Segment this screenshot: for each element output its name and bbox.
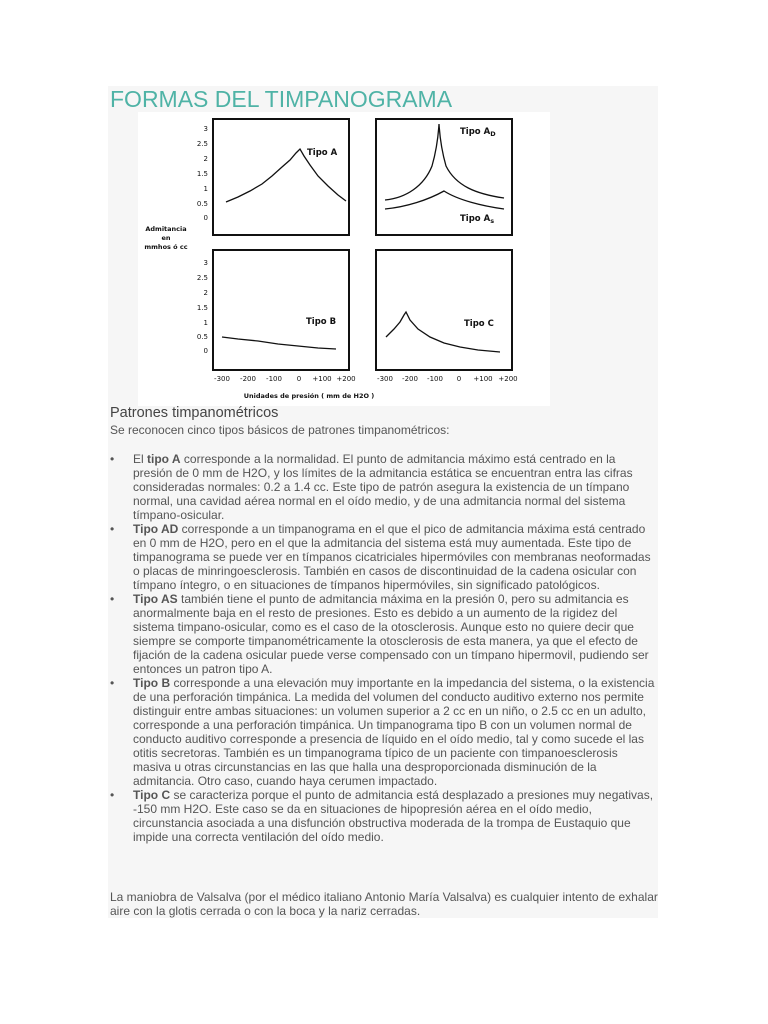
panel-label-c: Tipo C xyxy=(464,319,494,329)
list-item-tipo-b xyxy=(110,676,658,788)
tympanogram-figure-svg xyxy=(138,112,550,406)
y-axis-label-line: mmhos ó cc xyxy=(144,243,188,251)
y-tick-top: 0.5 xyxy=(196,200,208,208)
panel-label-ad xyxy=(460,127,496,138)
item-pre: El xyxy=(133,452,148,466)
y-tick-top: 2 xyxy=(203,155,208,163)
panel-label-ad-sub: D xyxy=(490,130,496,138)
page-title: FORMAS DEL TIMPANOGRAMA xyxy=(110,86,453,112)
section-title: Patrones timpanométricos xyxy=(110,405,279,421)
panel-c-frame xyxy=(376,250,512,370)
item-text: también tiene el punto de admitancia máxima en la presión 0, pero su admitancia es anormalmente baja en el resto de presiones. Esto es debido a un aumento de la rigidez del sistema timpano-osicular, como es el caso de la otosclerosis. Aunque esto no quiere decir que siempre se comporte timpanométricamente la otosclerosis de esta manera, ya que el efecto de fijación de la cadena osicular puede verse compensado con un tímpano hipermovil, pudiendo ser entonces un patron tipo A. xyxy=(133,592,649,676)
y-tick-top: 2.5 xyxy=(196,140,208,148)
x-ticks-left xyxy=(214,375,356,383)
x-tick-left: +100 xyxy=(312,375,332,383)
y-tick-bottom: 0 xyxy=(203,347,208,355)
y-tick-top: 3 xyxy=(203,125,208,133)
item-term: Tipo B xyxy=(133,676,171,690)
tympanogram-types-list xyxy=(110,452,658,844)
y-tick-bottom: 1 xyxy=(203,319,208,327)
y-tick-bottom: 3 xyxy=(203,259,208,267)
x-tick-right: 0 xyxy=(456,375,462,383)
item-term: Tipo AS xyxy=(133,592,178,606)
x-tick-left: 0 xyxy=(296,375,302,383)
x-tick-left: -200 xyxy=(240,375,256,383)
panel-label-as-sub: s xyxy=(490,217,495,225)
item-text: corresponde a un timpanograma en el que el pico de admitancia máxima está centrado en 0 mm de H2O, pero en el que la admitancia del sistema está muy aumentada. Este tipo de timpanograma se puede ver en tímpanos cicatriciales hipermóviles con membranas neoformadas o placas de minringoesclerosis. También en casos de discontinuidad de la cadena osicular con tímpano íntegro, o en situaciones de tímpanos hipermóviles, sin significado patológicos. xyxy=(133,522,651,592)
item-text: corresponde a la normalidad. El punto de admitancia máximo está centrado en la presión de 0 mm de H2O, y los límites de la admitancia estática se encuentran entra las cifras consideradas normales: 0.2 a 1.4 cc. Este tipo de patrón asegura la existencia de un tímpano normal, una cavidad aérea normal en el oído medio, y de una admitancia normal del sistema tímpano-osicular. xyxy=(133,452,633,522)
y-tick-bottom: 1.5 xyxy=(196,304,208,312)
x-tick-right: +200 xyxy=(498,375,518,383)
y-tick-bottom: 0.5 xyxy=(196,333,208,341)
x-axis-label: Unidades de presión ( mm de H2O ) xyxy=(243,392,375,400)
y-ticks-bottom xyxy=(197,259,208,355)
y-tick-bottom: 2 xyxy=(203,289,208,297)
panel-b-frame xyxy=(213,250,349,370)
y-axis-label-line: Admitancia xyxy=(145,225,187,233)
x-tick-left: -300 xyxy=(214,375,230,383)
panel-labels xyxy=(306,127,496,329)
list-item-tipo-a xyxy=(110,452,658,522)
y-tick-bottom: 2.5 xyxy=(196,274,208,282)
y-axis-label-line: en xyxy=(161,234,171,242)
x-tick-right: -100 xyxy=(427,375,443,383)
y-axis-label xyxy=(144,225,187,251)
list-item-tipo-as xyxy=(110,592,658,676)
curve-tipo-c xyxy=(386,312,500,352)
x-tick-left: -100 xyxy=(266,375,282,383)
x-ticks-right xyxy=(377,375,518,383)
x-tick-right: -300 xyxy=(377,375,393,383)
item-text: corresponde a una elevación muy importante en la impedancia del sistema, o la existencia de una perforación timpánica. La medida del volumen del conducto auditivo externo nos permite distinguir entre ambas situaciones: un volumen superior a 2 cc en un niño, o 2.5 cc en un adulto, corresponde a una perforación timpánica. Un timpanograma tipo B con un volumen normal de conducto auditivo corresponde a presencia de líquido en el oído medio, tal y como sucede el las otitis secretoras. También es un timpanograma típico de un paciente con timpanoesclerosis masiva u otras circunstancias en las que halla una desproporcionada disminución de la admitancia. Otro caso, cuando haya cerumen impactado. xyxy=(133,676,655,788)
closing-paragraph: La maniobra de Valsalva (por el médico italiano Antonio María Valsalva) es cualquier intento de exhalar aire con la glotis cerrada o con la boca y la nariz cerradas. xyxy=(110,890,658,918)
y-tick-top: 0 xyxy=(203,214,208,222)
curve-tipo-b xyxy=(222,337,336,349)
panel-a-frame xyxy=(213,119,349,235)
item-term: Tipo AD xyxy=(133,522,179,536)
intro-paragraph: Se reconocen cinco tipos básicos de patrones timpanométricos: xyxy=(110,423,450,437)
x-tick-right: -200 xyxy=(402,375,418,383)
y-ticks-top xyxy=(197,125,208,222)
y-tick-top: 1 xyxy=(203,185,208,193)
x-tick-left: +200 xyxy=(336,375,356,383)
list-item-tipo-ad xyxy=(110,522,658,592)
panel-label-as-main: Tipo A xyxy=(460,214,491,224)
panel-label-ad-main: Tipo A xyxy=(460,127,491,137)
panel-label-as xyxy=(460,214,494,225)
tympanogram-figure xyxy=(138,112,550,406)
item-term: Tipo C xyxy=(133,788,171,802)
y-tick-top: 1.5 xyxy=(196,170,208,178)
item-term: tipo A xyxy=(147,452,181,466)
x-tick-right: +100 xyxy=(473,375,493,383)
panel-label-a: Tipo A xyxy=(307,148,338,158)
item-text: se caracteriza porque el punto de admitancia está desplazado a presiones muy negativas, -150 mm H2O. Este caso se da en situaciones de hipopresión aérea en el oído medio, circunstancia asociada a una disfunción obstructiva moderada de la trompa de Eustaquio que impide una correcta ventilación del oído medio. xyxy=(133,788,654,844)
list-item-tipo-c xyxy=(110,788,658,844)
curve-tipo-as xyxy=(385,191,504,209)
panel-label-b: Tipo B xyxy=(306,317,337,327)
